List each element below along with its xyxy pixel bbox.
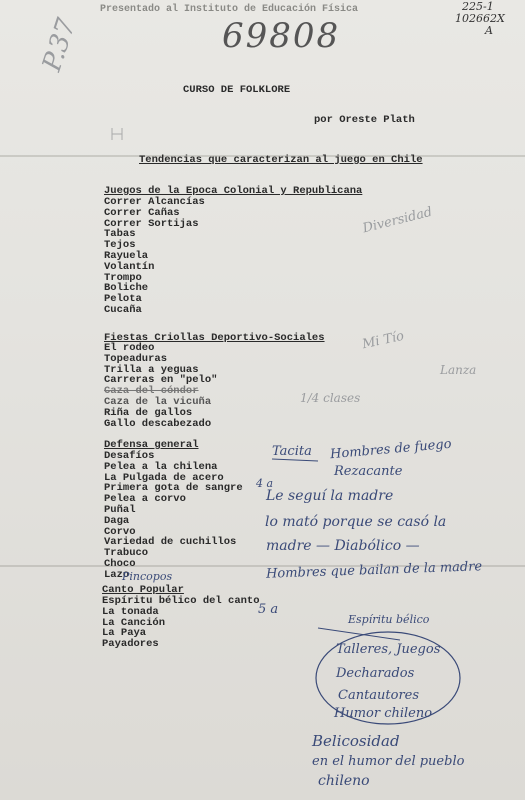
section-heading-colonial: Juegos de la Epoca Colonial y Republicana bbox=[104, 185, 363, 197]
list-item: Pelota bbox=[104, 293, 142, 306]
list-item: Primera gota de sangre bbox=[104, 482, 243, 495]
list-item: Volantín bbox=[104, 260, 155, 273]
note-num-4a: 4 a bbox=[256, 477, 274, 490]
note-bottom2: en el humor del pueblo bbox=[312, 754, 465, 769]
left-stamp: P.37 bbox=[37, 14, 83, 75]
list-item: Rayuela bbox=[104, 249, 149, 262]
note-circle1: Talleres, Juegos bbox=[336, 642, 441, 657]
subtitle: Tendencias que caracterizan al juego en Chile bbox=[139, 154, 423, 166]
list-item: Corvo bbox=[104, 525, 136, 538]
note-line1: Le seguí la madre bbox=[266, 488, 394, 504]
list-item: Cucaña bbox=[104, 303, 142, 316]
list-item: Desafíos bbox=[104, 450, 155, 462]
list-item: Pelea a la chilena bbox=[104, 460, 218, 473]
course-title: CURSO DE FOLKLORE bbox=[183, 84, 291, 96]
list-item: Tejos bbox=[104, 239, 136, 252]
list-item: Correr Sortijas bbox=[104, 217, 199, 230]
note-circle2: Decharados bbox=[336, 666, 415, 681]
list-item: Variedad de cuchillos bbox=[104, 536, 237, 549]
list-item: Topeaduras bbox=[104, 352, 168, 365]
list-item: Tabas bbox=[104, 228, 136, 241]
list-item: La Canción bbox=[102, 616, 166, 629]
note-line4: Hombres que bailan de la madre bbox=[265, 559, 483, 582]
list-item: Correr Cañas bbox=[104, 206, 180, 219]
note-rezacante: Rezacante bbox=[334, 464, 403, 479]
list-item: Daga bbox=[104, 514, 130, 527]
header-note: Presentado al Instituto de Educación Física bbox=[100, 4, 359, 15]
list-item: Payadores bbox=[102, 638, 159, 651]
list-item: Gallo descabezado bbox=[104, 417, 212, 430]
section-heading-canto: Canto Popular bbox=[102, 584, 184, 596]
note-line2: lo mató porque se casó la bbox=[265, 514, 447, 530]
note-diversidad: Diversidad bbox=[361, 204, 434, 237]
note-bottom3: chileno bbox=[318, 773, 370, 789]
section-heading-defensa: Defensa general bbox=[104, 439, 199, 451]
note-hombres: Hombres de fuego bbox=[329, 436, 453, 463]
note-pincopos: Pincopos bbox=[122, 570, 173, 583]
list-item: Boliche bbox=[104, 282, 149, 295]
list-item: Lazo bbox=[104, 568, 130, 581]
note-clases: 1/4 clases bbox=[300, 391, 361, 405]
list-item: Caza de la vicuña bbox=[104, 395, 212, 408]
list-item: Pelea a corvo bbox=[104, 493, 186, 506]
list-item: La tonada bbox=[102, 605, 159, 618]
note-circle4: Humor chileno bbox=[334, 706, 433, 721]
ink-stroke bbox=[318, 628, 400, 640]
list-item: La Pulgada de acero bbox=[104, 471, 224, 484]
catalog-top: 225-1 bbox=[462, 0, 494, 13]
list-item: Trompo bbox=[104, 271, 142, 284]
note-mi-tio: Mi Tío bbox=[360, 328, 406, 353]
note-circle3: Cantautores bbox=[338, 688, 420, 703]
list-item: Riña de gallos bbox=[104, 406, 193, 419]
list-item: El rodeo bbox=[104, 342, 155, 354]
list-item: Carreras en "pelo" bbox=[104, 374, 218, 387]
note-lanza: Lanza bbox=[440, 363, 477, 377]
note-line3: madre — Diabólico — bbox=[266, 538, 420, 554]
list-item: Trabuco bbox=[104, 547, 149, 560]
list-item: Caza del cóndor bbox=[104, 385, 199, 398]
note-tacita: Tacita bbox=[272, 444, 312, 459]
note-num-5a: 5 a bbox=[258, 602, 279, 617]
section-heading-fiestas: Fiestas Criollas Deportivo-Sociales bbox=[104, 332, 325, 344]
note-espiritu-belico: Espíritu bélico bbox=[348, 613, 430, 626]
catalog-id: 102662X bbox=[455, 12, 505, 25]
list-item: Puñal bbox=[104, 503, 136, 516]
note-bottom1: Belicosidad bbox=[312, 732, 400, 750]
list-item: La Paya bbox=[102, 627, 147, 640]
ink-circle bbox=[316, 632, 460, 724]
list-item: Espíritu bélico del canto bbox=[102, 595, 260, 607]
list-item: Trilla a yeguas bbox=[104, 363, 199, 376]
faint-mark bbox=[112, 128, 122, 140]
author: por Oreste Plath bbox=[314, 114, 415, 126]
ink-underline bbox=[272, 459, 318, 461]
catalog-mark: A bbox=[485, 24, 493, 37]
list-item: Correr Alcancías bbox=[104, 196, 205, 208]
list-item: Choco bbox=[104, 557, 136, 570]
big-number: 69808 bbox=[222, 16, 341, 56]
